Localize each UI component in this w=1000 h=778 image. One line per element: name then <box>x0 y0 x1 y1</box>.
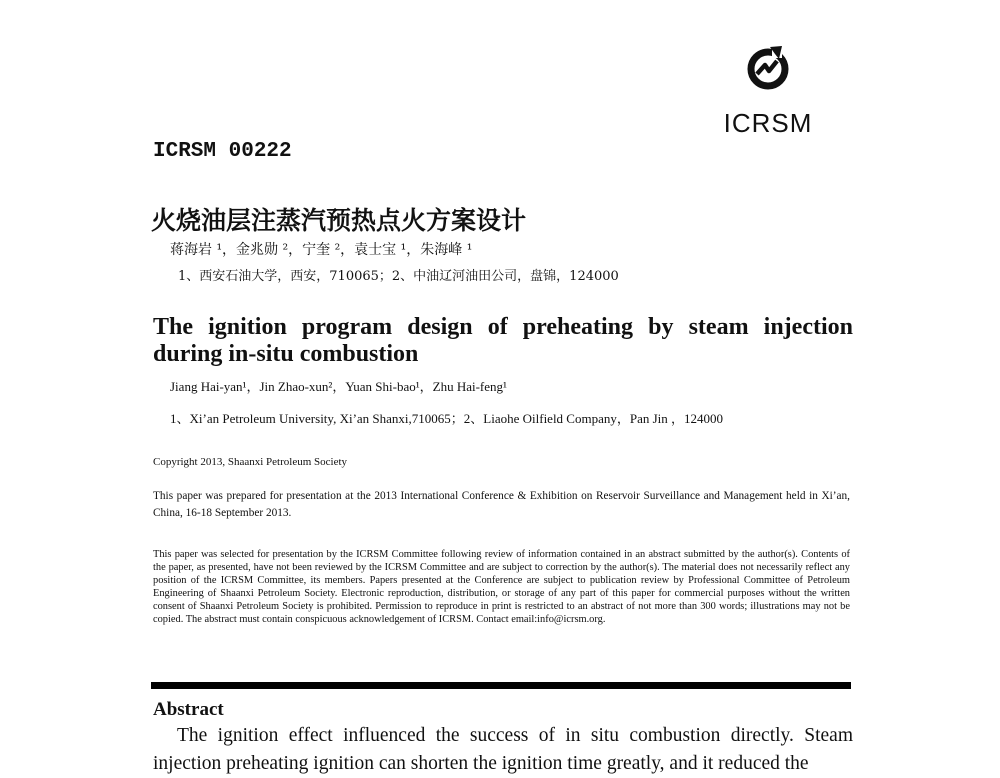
abstract-heading: Abstract <box>153 699 224 720</box>
abstract-body: The ignition effect influenced the success of in situ combustion directly. Steam injection preheating ignition can shorten the ignition time greatly, and it reduced the <box>153 725 853 774</box>
copyright-line: Copyright 2013, Shaanxi Petroleum Society <box>153 456 348 468</box>
section-divider <box>151 682 851 689</box>
preparation-note: This paper was prepared for presentation at the 2013 International Conference & Exhibition on Reservoir Surveillance and Management held in Xi’an, China, 16-18 September 2013. <box>153 490 850 519</box>
english-affiliation: 1、Xi’an Petroleum University, Xi’an Shanxi,710065；2、Liaohe Oilfield Company，Pan Jin ，124000 <box>170 411 724 426</box>
paper-id: ICRSM 00222 <box>153 140 292 163</box>
icrsm-logo <box>716 46 820 140</box>
chinese-affiliation: 1、西安石油大学，西安，710065；2、中油辽河油田公司，盘锦，124000 <box>178 269 619 284</box>
logo-text: ICRSM <box>723 108 813 138</box>
english-title: The ignition program design of preheating by steam injection during in-situ combustion <box>153 314 853 367</box>
chinese-title: 火烧油层注蒸汽预热点火方案设计 <box>151 206 527 235</box>
icrsm-swirl-logo-icon <box>746 46 790 90</box>
english-authors: Jiang Hai-yan¹，Jin Zhao-xun²，Yuan Shi-bao¹，Zhu Hai-feng¹ <box>170 379 507 394</box>
chinese-authors: 蒋海岩 ¹，金兆勋 ²，宁奎 ²，袁士宝 ¹，朱海峰 ¹ <box>170 242 473 258</box>
review-notice: This paper was selected for presentation by the ICRSM Committee following review of information contained in an abstract submitted by the author(s). Contents of the paper, as presented, have not been reviewed by the ICRSM Committee and are subject to correction by the author(s). The material does not necessarily reflect any position of the ICRSM Committee, its members. Papers presented at the Conference are subject to publication review by Professional Committee of Petroleum Engineering of Shaanxi Petroleum Society. Electronic reproduction, distribution, or storage of any part of this paper for commercial purposes without the written consent of Shaanxi Petroleum Society is prohibited. Permission to reproduce in print is restricted to an abstract of not more than 300 words; illustrations may not be copied. The abstract must contain conspicuous acknowledgement of ICRSM. Contact email:info@icrsm.org. <box>153 549 850 625</box>
